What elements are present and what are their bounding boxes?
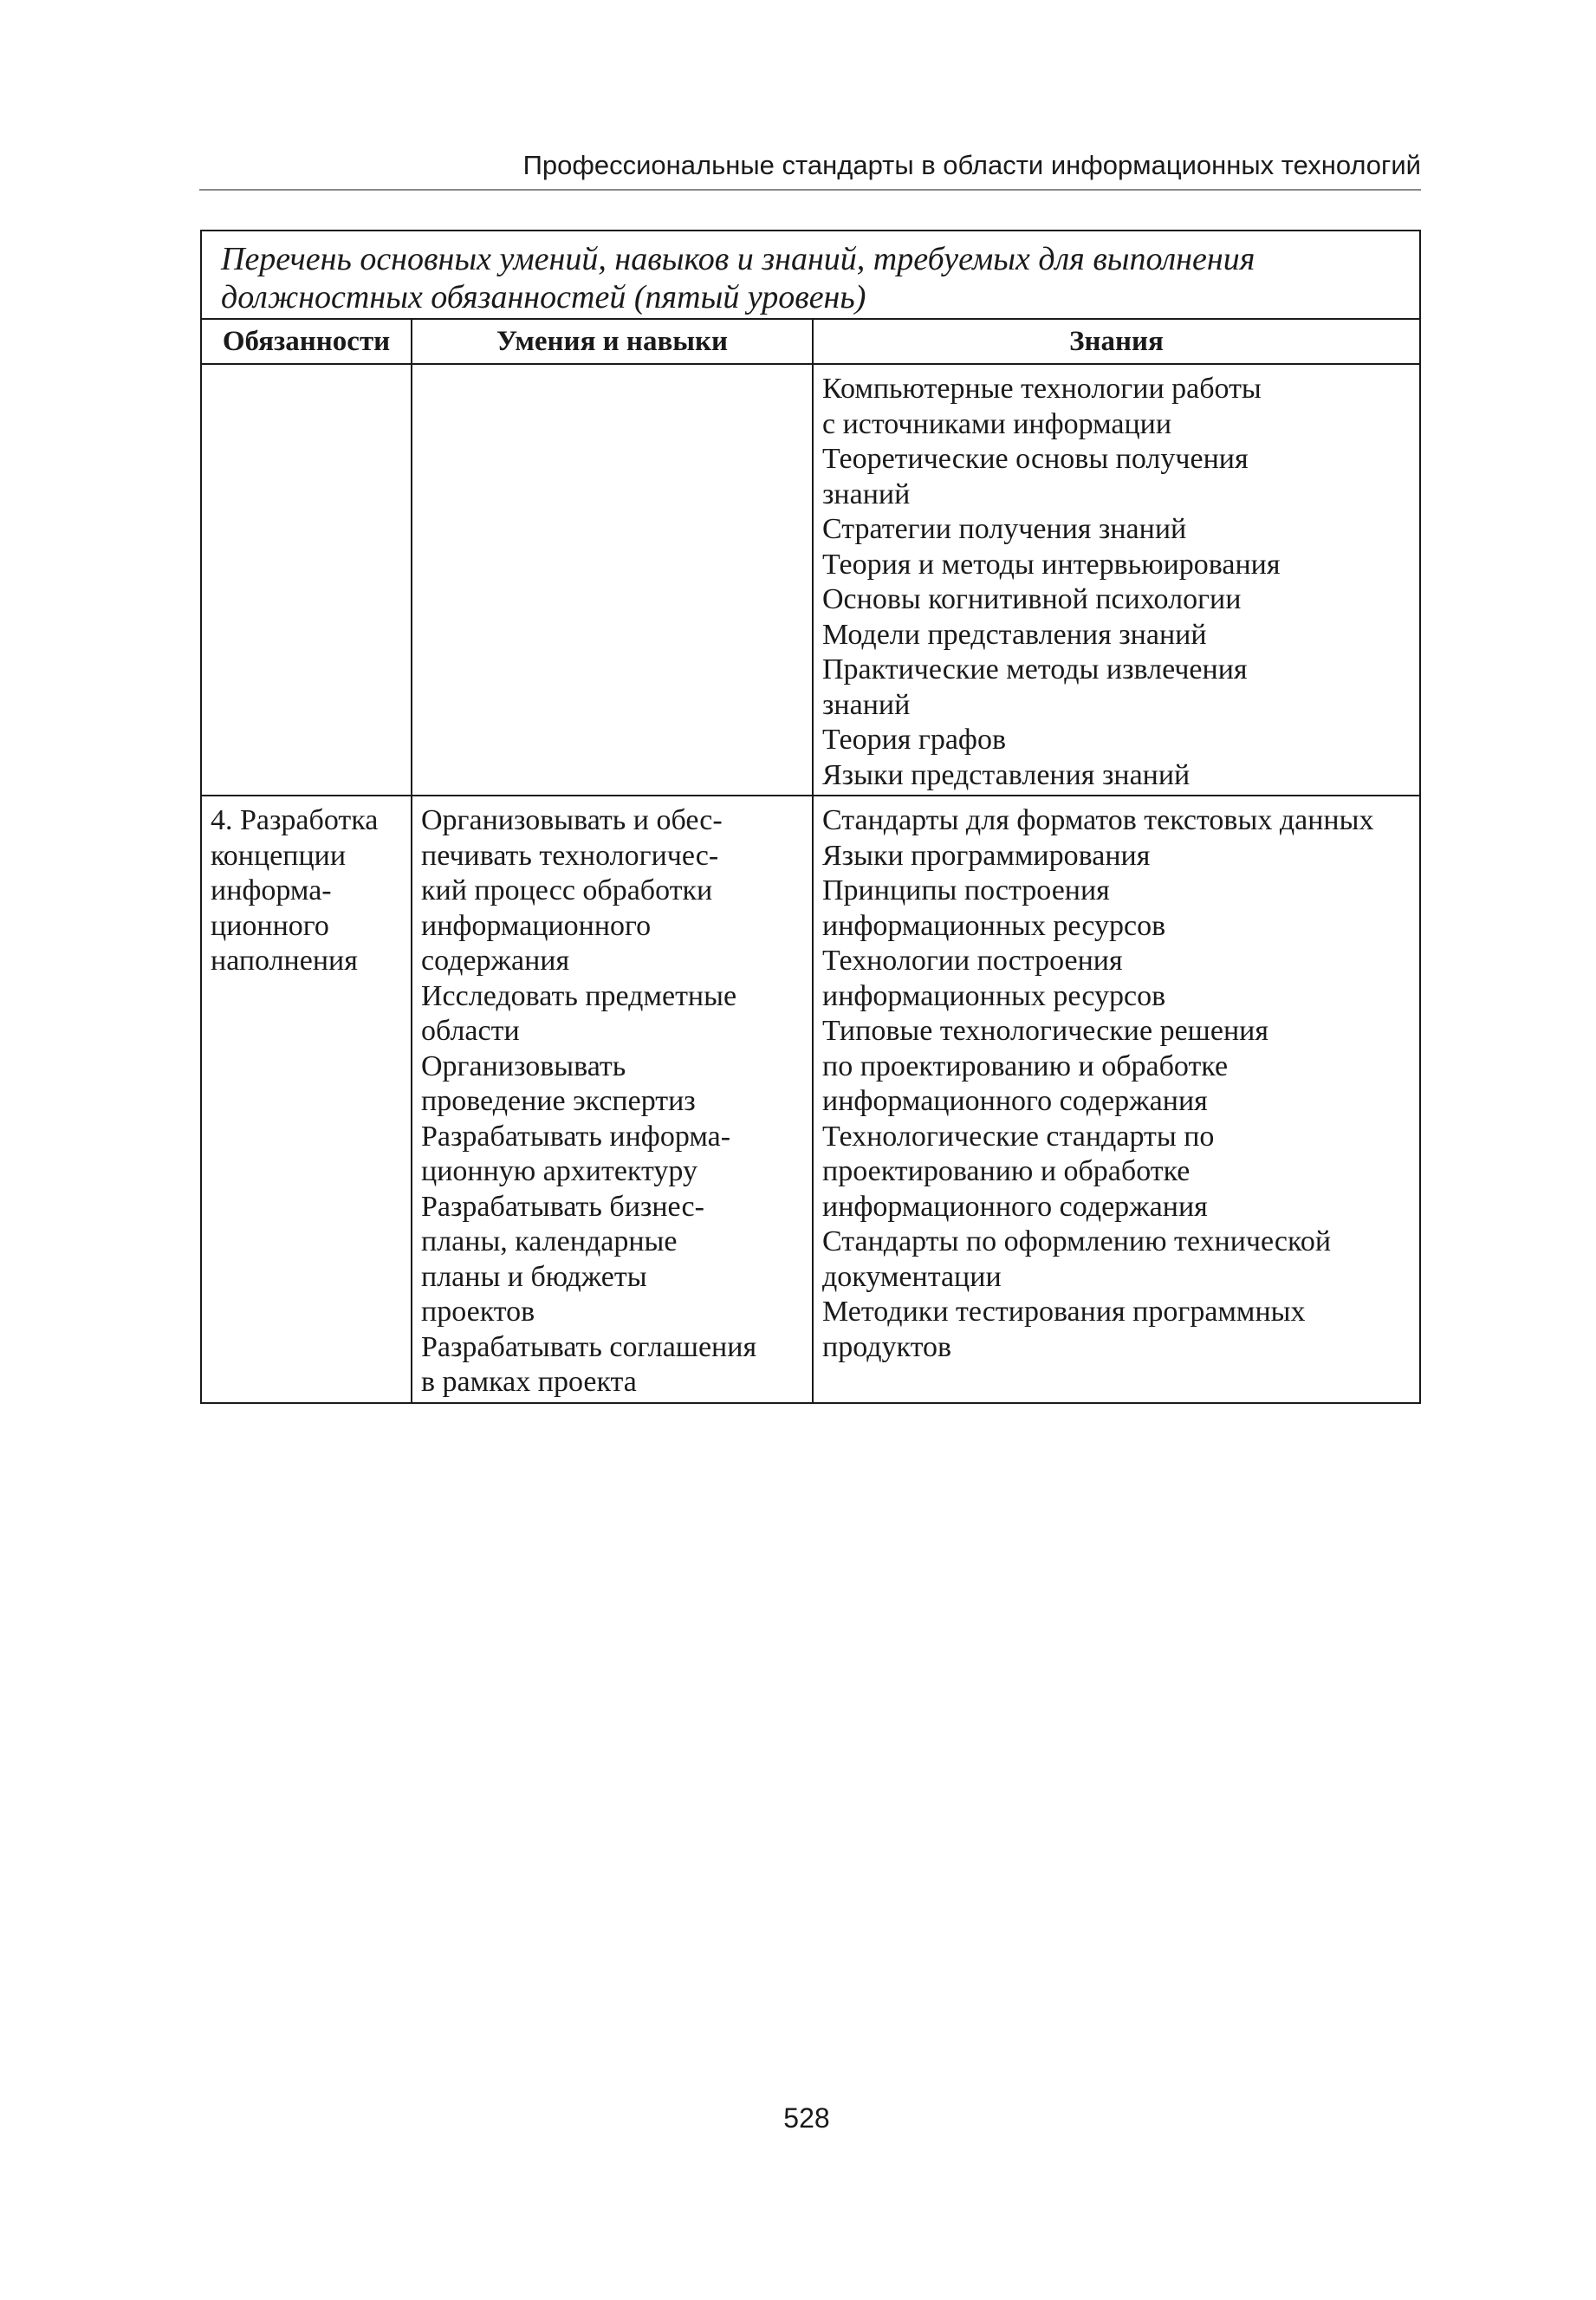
cell-line: Языки представления знаний (822, 758, 1191, 791)
cell-line: Технологические стандарты по (822, 1120, 1215, 1153)
cell-line: наполнения (211, 945, 358, 977)
cell-line: печивать технологичес- (421, 839, 719, 872)
cell-line: Организовывать (421, 1049, 626, 1082)
knowledge-cell (813, 796, 1420, 1403)
knowledge-cell (813, 364, 1420, 796)
cell-line: кий процесс обработки (421, 874, 713, 906)
cell-line: области (421, 1015, 520, 1047)
cell-line: Принципы построения (822, 874, 1110, 906)
column-header-skills: Умения и навыки (412, 319, 813, 364)
cell-line: Модели представления знаний (822, 618, 1207, 651)
cell-line: Разрабатывать соглашения (421, 1330, 757, 1363)
competency-table (200, 230, 1421, 1404)
cell-line: ционную архитектуру (421, 1155, 697, 1187)
cell-line: Стратегии получения знаний (822, 513, 1187, 545)
cell-line: Теоретические основы получения (822, 443, 1249, 475)
cell-line: концепции (211, 839, 347, 872)
cell-line: Организовывать и обес- (421, 804, 723, 836)
cell-line: знаний (822, 688, 911, 721)
cell-line: информационного (421, 909, 652, 942)
running-header: Профессиональные стандарты в области информационных технологий (199, 147, 1421, 191)
cell-line: документации (822, 1260, 1002, 1293)
cell-line: Методики тестирования программных (822, 1296, 1306, 1328)
cell-line: информационного содержания (822, 1085, 1208, 1117)
cell-line: Стандарты по оформлению технической (822, 1225, 1332, 1257)
cell-line: ционного (211, 909, 329, 942)
cell-line: Основы когнитивной психологии (822, 583, 1242, 615)
cell-line: проведение экспертиз (421, 1085, 696, 1117)
cell-line: Теория и методы интервьюирования (822, 548, 1281, 581)
cell-line: Исследовать предметные (421, 979, 737, 1012)
table-row (201, 364, 1420, 796)
cell-line: Разрабатывать бизнес- (421, 1190, 704, 1223)
cell-line: проектированию и обработке (822, 1155, 1191, 1187)
competency-table-container (200, 230, 1419, 1404)
cell-line: планы, календарные (421, 1225, 678, 1257)
cell-line: содержания (421, 945, 570, 977)
cell-line: Технологии построения (822, 945, 1123, 977)
cell-line: с источниками информации (822, 407, 1172, 440)
cell-line: Стандарты для форматов текстовых данных (822, 804, 1374, 836)
cell-line: Разрабатывать информа- (421, 1120, 731, 1153)
cell-line: планы и бюджеты (421, 1260, 647, 1293)
caption-line: Перечень основных умений, навыков и знаний, требуемых для выполнения (221, 241, 1255, 277)
table-caption (201, 231, 1420, 319)
page-number: 528 (783, 2102, 830, 2134)
cell-line: Типовые технологические решения (822, 1015, 1268, 1047)
table-row (201, 796, 1420, 1403)
skills-cell (412, 796, 813, 1403)
cell-line: информа- (211, 874, 332, 906)
cell-line: Компьютерные технологии работы (822, 373, 1262, 405)
cell-line: Языки программирования (822, 839, 1151, 872)
header-row (201, 319, 1420, 364)
cell-line: по проектированию и обработке (822, 1049, 1229, 1082)
duty-cell (201, 796, 412, 1403)
skills-cell (412, 364, 813, 796)
cell-line: информационных ресурсов (822, 909, 1166, 942)
column-header-duties: Обязанности (201, 319, 412, 364)
cell-line: продуктов (822, 1330, 952, 1363)
caption-line: должностных обязанностей (пятый уровень) (221, 279, 866, 315)
cell-line: проектов (421, 1296, 535, 1328)
cell-line: Теория графов (822, 724, 1007, 756)
cell-line: знаний (822, 478, 911, 510)
cell-line: в рамках проекта (421, 1366, 637, 1398)
cell-line: 4. Разработка (211, 804, 379, 836)
cell-line: информационных ресурсов (822, 979, 1166, 1012)
duty-cell (201, 364, 412, 796)
cell-line: информационного содержания (822, 1190, 1208, 1223)
caption-row (201, 231, 1420, 319)
column-header-knowledge: Знания (813, 319, 1420, 364)
cell-line: Практические методы извлечения (822, 653, 1248, 685)
